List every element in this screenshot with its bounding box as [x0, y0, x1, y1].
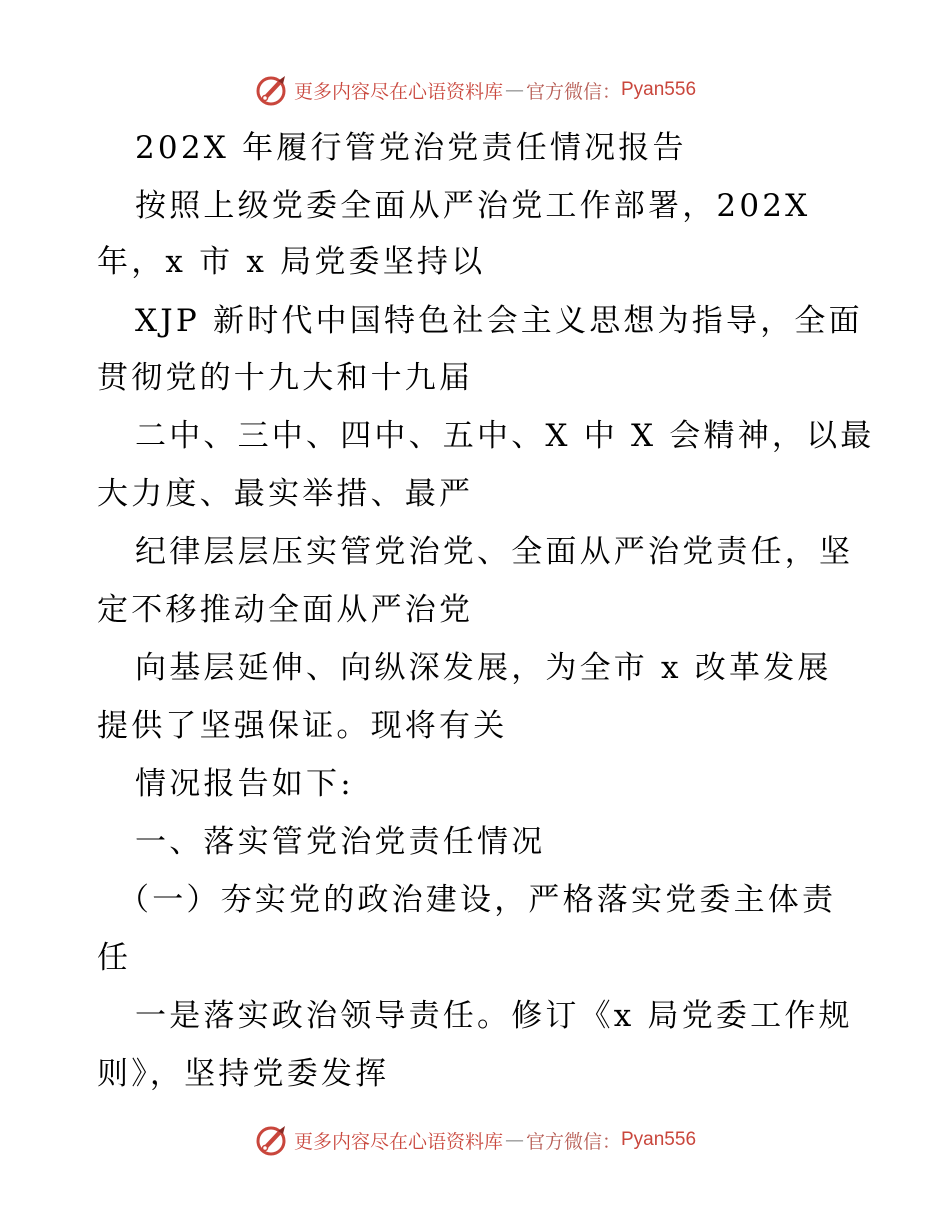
- paragraph-line: 定不移推动全面从严治党: [97, 592, 474, 628]
- watermark-banner-bottom: [0, 1120, 950, 1160]
- subsection-heading: （一）夯实党的政治建设，严格落实党委主体责: [118, 882, 837, 918]
- brand-logo-icon: [254, 1123, 290, 1157]
- watermark-dash: —: [504, 1129, 524, 1151]
- section-heading: 一、落实管党治党责任情况: [135, 824, 546, 860]
- paragraph-line: 大力度、最实举措、最严: [97, 476, 474, 512]
- paragraph-line: 向基层延伸、向纵深发展，为全市 x 改革发展: [135, 650, 832, 686]
- paragraph-line: 一是落实政治领导责任。修订《x 局党委工作规: [135, 998, 853, 1034]
- paragraph-line: 贯彻党的十九大和十九届: [97, 360, 474, 396]
- paragraph-line: 则》，坚持党委发挥: [97, 1056, 390, 1092]
- paragraph-line: XJP 新时代中国特色社会主义思想为指导，全面: [135, 303, 863, 339]
- watermark-label: 官方微信：: [525, 1130, 621, 1153]
- document-title: 202X 年履行管党治党责任情况报告: [135, 130, 687, 166]
- paragraph-line: 按照上级党委全面从严治党工作部署，202X: [135, 188, 811, 224]
- watermark-brand-text: 更多内容尽在心语资料库: [293, 1130, 503, 1153]
- watermark-id: Pyan556: [621, 1129, 697, 1150]
- paragraph-line: 纪律层层压实管党治党、全面从严治党责任，坚: [135, 534, 854, 570]
- watermark-brand-text: 更多内容尽在心语资料库: [293, 80, 503, 103]
- watermark-id: Pyan556: [621, 79, 697, 100]
- brand-logo-icon: [254, 73, 290, 107]
- watermark-banner-top: [0, 70, 950, 110]
- paragraph-line: 提供了坚强保证。现将有关: [97, 708, 508, 744]
- paragraph-line: 二中、三中、四中、五中、X 中 X 会精神，以最: [135, 418, 875, 454]
- subsection-heading: 任: [97, 940, 132, 976]
- watermark-label: 官方微信：: [525, 80, 621, 103]
- watermark-dash: —: [504, 79, 524, 101]
- paragraph-line: 情况报告如下:: [135, 766, 354, 802]
- paragraph-line: 年，x 市 x 局党委坚持以: [97, 244, 486, 280]
